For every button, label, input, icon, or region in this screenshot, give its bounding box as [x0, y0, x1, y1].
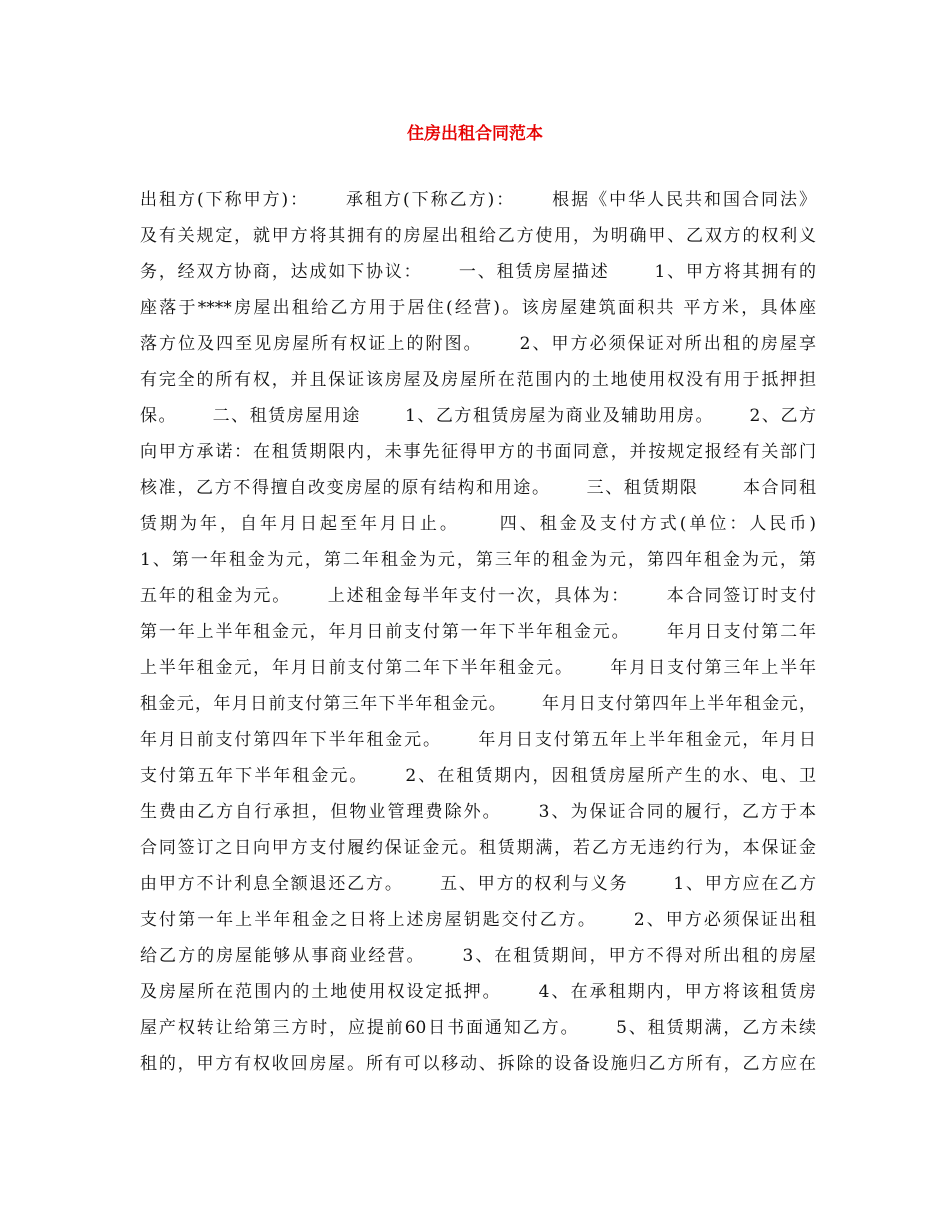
paragraph-line: 及有关规定，就甲方将其拥有的房屋出租给乙方使用，为明确甲、乙双方的权利义 [140, 226, 816, 246]
paragraph-line: 支付第五年下半年租金元。 2、在租赁期内，因租赁房屋所产生的水、电、卫 [140, 766, 816, 786]
paragraph-line: 向甲方承诺：在租赁期限内，未事先征得甲方的书面同意，并按规定报经有关部门 [140, 442, 816, 462]
paragraph-line: 赁期为年，自年月日起至年月日止。 四、租金及支付方式(单位：人民币) [140, 514, 816, 534]
paragraph-line: 座落于****房屋出租给乙方用于居住(经营)。该房屋建筑面积共 平方米，具体座 [140, 298, 816, 318]
document-title: 住房出租合同范本 [407, 124, 543, 144]
paragraph-line: 租金元，年月日前支付第三年下半年租金元。 年月日支付第四年上半年租金元， [140, 694, 816, 714]
paragraph-line: 1、第一年租金为元，第二年租金为元，第三年的租金为元，第四年租金为元，第 [140, 550, 816, 570]
paragraph-line: 五年的租金为元。 上述租金每半年支付一次，具体为： 本合同签订时支付 [140, 586, 816, 606]
paragraph-line: 务，经双方协商，达成如下协议： 一、租赁房屋描述 1、甲方将其拥有的 [140, 262, 816, 282]
paragraph-line: 核准，乙方不得擅自改变房屋的原有结构和用途。 三、租赁期限 本合同租 [140, 478, 816, 498]
paragraph-line: 屋产权转让给第三方时，应提前60日书面通知乙方。 5、租赁期满，乙方未续 [140, 1018, 816, 1038]
paragraph-line: 生费由乙方自行承担，但物业管理费除外。 3、为保证合同的履行，乙方于本 [140, 802, 816, 822]
paragraph-line: 有完全的所有权，并且保证该房屋及房屋所在范围内的土地使用权没有用于抵押担 [140, 370, 816, 390]
paragraph-line: 合同签订之日向甲方支付履约保证金元。租赁期满，若乙方无违约行为，本保证金 [140, 838, 816, 858]
paragraph-line: 年月日前支付第四年下半年租金元。 年月日支付第五年上半年租金元，年月日 [140, 730, 816, 750]
paragraph-line: 支付第一年上半年租金之日将上述房屋钥匙交付乙方。 2、甲方必须保证出租 [140, 910, 816, 930]
paragraph-line: 及房屋所在范围内的土地使用权设定抵押。 4、在承租期内，甲方将该租赁房 [140, 982, 816, 1002]
paragraph-line: 落方位及四至见房屋所有权证上的附图。 2、甲方必须保证对所出租的房屋享 [140, 334, 816, 354]
document-body [140, 182, 816, 1082]
paragraph-line: 保。 二、租赁房屋用途 1、乙方租赁房屋为商业及辅助用房。 2、乙方 [140, 406, 816, 426]
paragraph-line: 租的，甲方有权收回房屋。所有可以移动、拆除的设备设施归乙方所有，乙方应在 [140, 1054, 816, 1074]
paragraph-line: 上半年租金元，年月日前支付第二年下半年租金元。 年月日支付第三年上半年 [140, 658, 816, 678]
paragraph-line: 由甲方不计利息全额退还乙方。 五、甲方的权利与义务 1、甲方应在乙方 [140, 874, 816, 894]
paragraph-line: 第一年上半年租金元，年月日前支付第一年下半年租金元。 年月日支付第二年 [140, 622, 816, 642]
paragraph-line: 出租方(下称甲方)： 承租方(下称乙方)： 根据《中华人民共和国合同法》 [140, 190, 816, 210]
paragraph-line: 给乙方的房屋能够从事商业经营。 3、在租赁期间，甲方不得对所出租的房屋 [140, 946, 816, 966]
